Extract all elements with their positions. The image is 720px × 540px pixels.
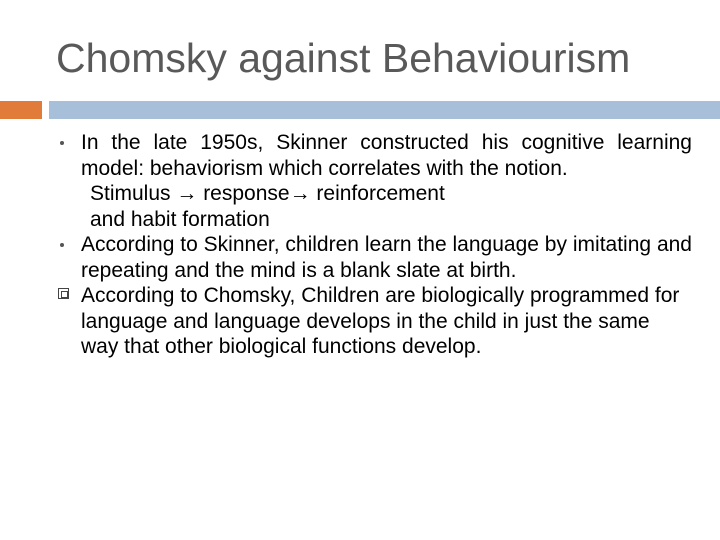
square-bullet-icon — [58, 288, 69, 299]
bullet-text: According to Skinner, children learn the language by imitating and repeating and the mind is a blank slate at birth. — [81, 233, 692, 282]
bullet-subline: Stimulus → response→ reinforcement — [90, 182, 445, 205]
dot-icon — [60, 141, 64, 145]
bullet-text: In the late 1950s, Skinner constructed his cognitive learning model: behaviorism which correlates with the notion. — [81, 131, 692, 180]
bullet-subline: and habit formation — [90, 207, 270, 231]
title-accent-bar — [0, 101, 42, 119]
bullet-item-chomsky — [52, 283, 692, 360]
bullet-text: According to Chomsky, Children are biologically programmed for language and language develops in the child in just the same way that other biological functions develop. — [81, 284, 680, 358]
bullet-item-behaviorism — [52, 130, 692, 232]
slide-title: Chomsky against Behaviourism — [56, 35, 631, 81]
title-divider-bar — [49, 101, 720, 119]
dot-icon — [60, 243, 64, 247]
slide-body — [52, 130, 692, 360]
bullet-item-skinner — [52, 232, 692, 283]
